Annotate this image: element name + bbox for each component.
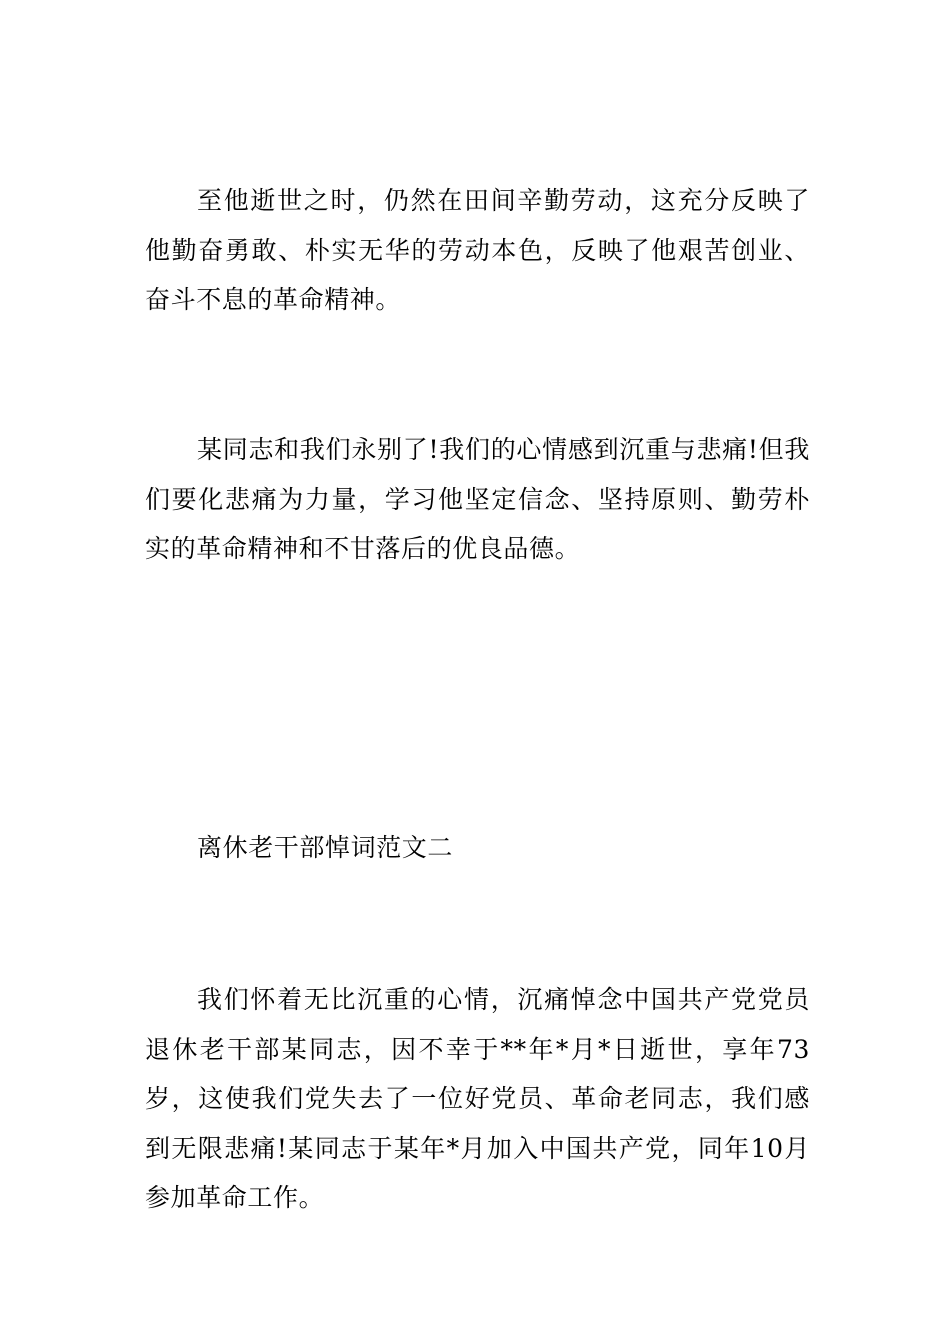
- paragraph-1: 至他逝世之时，仍然在田间辛勤劳动，这充分反映了他勤奋勇敢、朴实无华的劳动本色，反映了他艰苦创业、奋斗不息的革命精神。: [145, 186, 810, 314]
- paragraph-3: 我们怀着无比沉重的心情，沉痛悼念中国共产党党员退休老干部某同志，因不幸于**年*月*日逝世，享年73岁，这使我们党失去了一位好党员、革命老同志，我们感到无限悲痛!某同志于某年*月加入中国共产党，同年10月参加革命工作。: [145, 985, 810, 1212]
- section-heading: 离休老干部悼词范文二: [197, 833, 454, 862]
- paragraph-2: 某同志和我们永别了!我们的心情感到沉重与悲痛!但我们要化悲痛为力量，学习他坚定信念、坚持原则、勤劳朴实的革命精神和不甘落后的优良品德。: [145, 435, 810, 563]
